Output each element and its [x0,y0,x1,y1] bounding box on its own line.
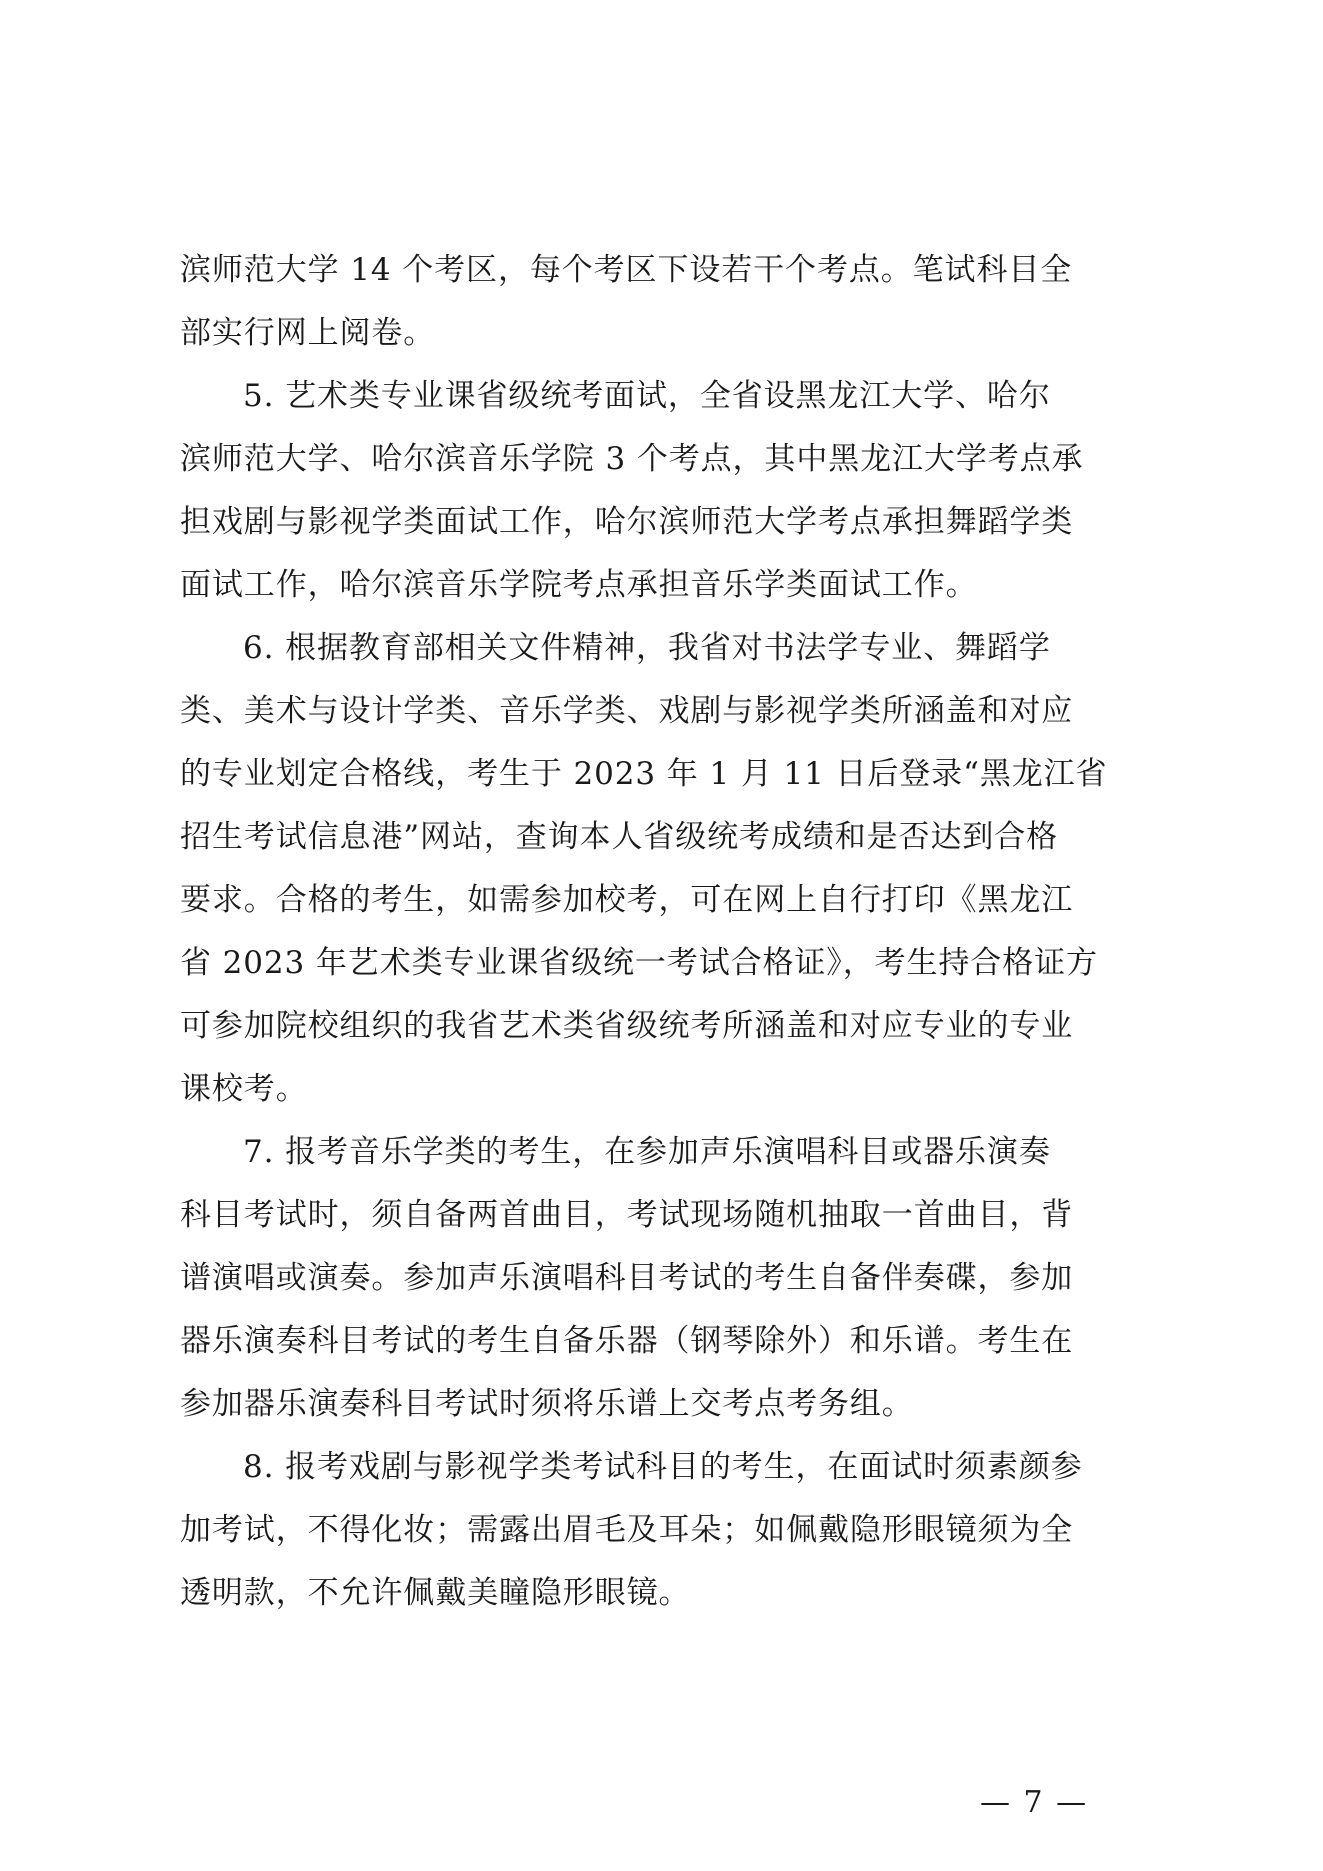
text-line: 器乐演奏科目考试的考生自备乐器（钢琴除外）和乐谱。考生在 [180,1323,1074,1359]
text-line: 可参加院校组织的我省艺术类省级统考所涵盖和对应专业的专业 [180,1008,1074,1044]
text-line: 参加器乐演奏科目考试时须将乐谱上交考点考务组。 [180,1386,914,1422]
text-line: 加考试，不得化妆；需露出眉毛及耳朵；如佩戴隐形眼镜须为全 [180,1512,1074,1548]
text-line: 要求。合格的考生，如需参加校考，可在网上自行打印《黑龙江 [180,882,1074,918]
text-line: 面试工作，哈尔滨音乐学院考点承担音乐学类面试工作。 [180,567,978,603]
text-line: 类、美术与设计学类、音乐学类、戏剧与影视学类所涵盖和对应 [180,693,1074,729]
paragraph-7-start: 7. 报考音乐学类的考生，在参加声乐演唱科目或器乐演奏 [243,1134,1051,1170]
text-line: 科目考试时，须自备两首曲目，考试现场随机抽取一首曲目，背 [180,1197,1074,1233]
text-line: 滨师范大学、哈尔滨音乐学院 3 个考点，其中黑龙江大学考点承 [180,441,1084,477]
page-number: — 7 — [980,1785,1089,1820]
text-line: 担戏剧与影视学类面试工作，哈尔滨师范大学考点承担舞蹈学类 [180,504,1074,540]
text-line: 部实行网上阅卷。 [180,315,436,351]
paragraph-6-start: 6. 根据教育部相关文件精神，我省对书法学专业、舞蹈学 [243,630,1051,666]
text-line: 的专业划定合格线，考生于 2023 年 1 月 11 日后登录“黑龙江省 [180,756,1108,792]
paragraph-5-start: 5. 艺术类专业课省级统考面试，全省设黑龙江大学、哈尔 [243,378,1051,414]
text-line: 透明款，不允许佩戴美瞳隐形眼镜。 [180,1575,691,1611]
text-line: 谱演唱或演奏。参加声乐演唱科目考试的考生自备伴奏碟，参加 [180,1260,1074,1296]
paragraph-8-start: 8. 报考戏剧与影视学类考试科目的考生，在面试时须素颜参 [243,1449,1083,1485]
text-line: 课校考。 [180,1071,308,1107]
text-line: 招生考试信息港”网站，查询本人省级统考成绩和是否达到合格 [180,819,1059,855]
text-line: 滨师范大学 14 个考区，每个考区下设若干个考点。笔试科目全 [180,252,1073,288]
text-line: 省 2023 年艺术类专业课省级统一考试合格证》，考生持合格证方 [180,945,1098,981]
